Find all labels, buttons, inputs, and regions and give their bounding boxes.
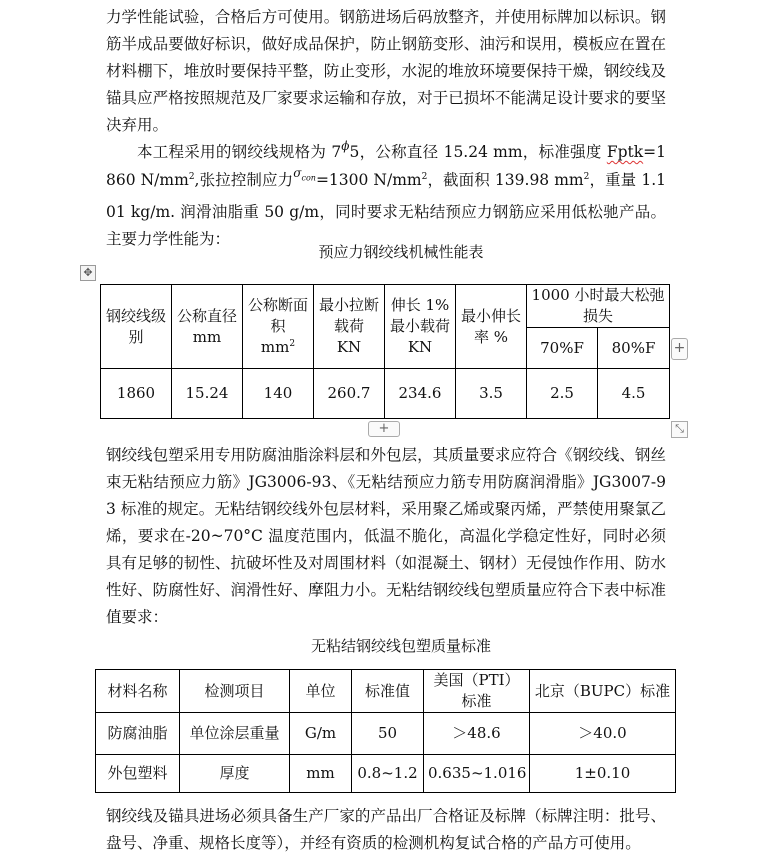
cell-grade[interactable]: 1860 [101, 369, 172, 419]
header-relax-80[interactable]: 80%F [598, 328, 670, 369]
header-min-break-load[interactable]: 最小拉断载荷 KN [314, 285, 385, 369]
paragraph-storage: 力学性能试验，合格后方可使用。钢筋进场后码放整齐，并使用标牌加以标识。钢筋半成品要做好标识，做好成品保护，防止钢筋变形、油污和误用，模板应在置在材料棚下，堆放时要保持平整，防止变形，水泥的堆放环境要保持干燥，钢绞线及锚具应严格按照规范及厂家要求运输和存放，对于已损坏不能满足设计要求的要坚决弃用。 [106, 8, 666, 134]
header-standard-value[interactable]: 标准值 [352, 670, 424, 713]
header-area[interactable]: 公称断面积 $mm^2$ [243, 285, 314, 369]
cell-standard-value[interactable]: 50 [352, 713, 424, 755]
cell-standard-value[interactable]: 0.8~1.2 [352, 755, 424, 793]
cell-bupc-standard[interactable]: 1±0.10 [530, 755, 676, 793]
table-row [101, 369, 670, 419]
table-row [96, 755, 676, 793]
header-material[interactable]: 材料名称 [96, 670, 180, 713]
phi-symbol: ϕ [341, 139, 350, 153]
header-relax-70[interactable]: 70%F [527, 328, 598, 369]
header-relaxation[interactable]: 1000 小时最大松弛损失 [527, 285, 670, 328]
cell-pti-standard[interactable]: 0.635~1.016 [424, 755, 530, 793]
table-resize-handle-icon[interactable]: ⤡ [671, 421, 688, 438]
header-elongation-load[interactable]: 伸长 1%最小载荷 KN [385, 285, 456, 369]
header-grade[interactable]: 钢绞线级别 [101, 285, 172, 369]
header-pti-standard[interactable]: 美国（PTI）标准 [424, 670, 530, 713]
cell-material[interactable]: 外包塑料 [96, 755, 180, 793]
paragraph-strand-spec: 本工程采用的钢绞线规格为 $7^\phi 5$，公称直径 15.24 mm，标准强度 Fptk=1860 $N/mm^2$,张拉控制应力$^{\sigma_{con}}$=1300 $N/mm^2$，截面积 139.98 $mm^2$，重量 1.101 kg/m. 润滑油脂重 50 g/m，同时要求无粘结预应力钢筋应采用低松驰产品。主要力学性能为： [106, 139, 666, 249]
cell-area[interactable]: 140 [243, 369, 314, 419]
cell-diameter[interactable]: 15.24 [172, 369, 243, 419]
header-bupc-standard[interactable]: 北京（BUPC）标准 [530, 670, 676, 713]
spellcheck-word: Fptk [606, 143, 644, 161]
table-move-handle-icon[interactable]: ✥ [80, 265, 96, 281]
cell-test-item[interactable]: 单位涂层重量 [180, 713, 290, 755]
paragraph-certification: 钢绞线及锚具进场必须具备生产厂家的产品出厂合格证及标牌（标牌注明：批号、盘号、净重、规格长度等），并经有资质的检测机构复试合格的产品方可使用。 [106, 807, 666, 852]
sigma-con-symbol: σcon [293, 166, 316, 183]
cell-elongation-load[interactable]: 234.6 [385, 369, 456, 419]
cell-relax-80[interactable]: 4.5 [598, 369, 670, 419]
mechanical-properties-table [100, 284, 670, 419]
header-test-item[interactable]: 检测项目 [180, 670, 290, 713]
paragraph-coating: 钢绞线包塑采用专用防腐油脂涂料层和外包层，其质量要求应符合《钢绞线、钢丝束无粘结预应力筋》JG3006-93、《无粘结预应力筋专用防腐润滑脂》JG3007-93 标准的规定。无粘结钢绞线外包层材料，采用聚乙烯或聚丙烯，严禁使用聚氯乙烯，要求在-20~70°C 温度范围内，低温不脆化，高温化学稳定性好，同时必须具有足够的韧性、抗破坏性及对周围材料（如混凝土、钢材）无侵蚀作作用、防水性好、防腐性好、润滑性好、摩阻力小。无粘结钢绞线包塑质量应符合下表中标准值要求： [106, 446, 666, 626]
add-column-button[interactable]: + [671, 338, 688, 360]
header-unit[interactable]: 单位 [290, 670, 352, 713]
cell-min-break-load[interactable]: 260.7 [314, 369, 385, 419]
cell-min-elongation[interactable]: 3.5 [456, 369, 527, 419]
table1-caption: 预应力钢绞线机械性能表 [318, 243, 484, 261]
cell-unit[interactable]: mm [290, 755, 352, 793]
add-row-button[interactable]: + [368, 421, 400, 437]
table-row [96, 713, 676, 755]
header-diameter[interactable]: 公称直径 mm [172, 285, 243, 369]
cell-relax-70[interactable]: 2.5 [527, 369, 598, 419]
table2-caption: 无粘结钢绞线包塑质量标准 [310, 637, 491, 655]
cell-pti-standard[interactable]: ＞48.6 [424, 713, 530, 755]
cell-test-item[interactable]: 厚度 [180, 755, 290, 793]
cell-unit[interactable]: G/m [290, 713, 352, 755]
cell-bupc-standard[interactable]: ＞40.0 [530, 713, 676, 755]
header-min-elongation[interactable]: 最小伸长率 % [456, 285, 527, 369]
cell-material[interactable]: 防腐油脂 [96, 713, 180, 755]
coating-quality-table [95, 669, 676, 793]
